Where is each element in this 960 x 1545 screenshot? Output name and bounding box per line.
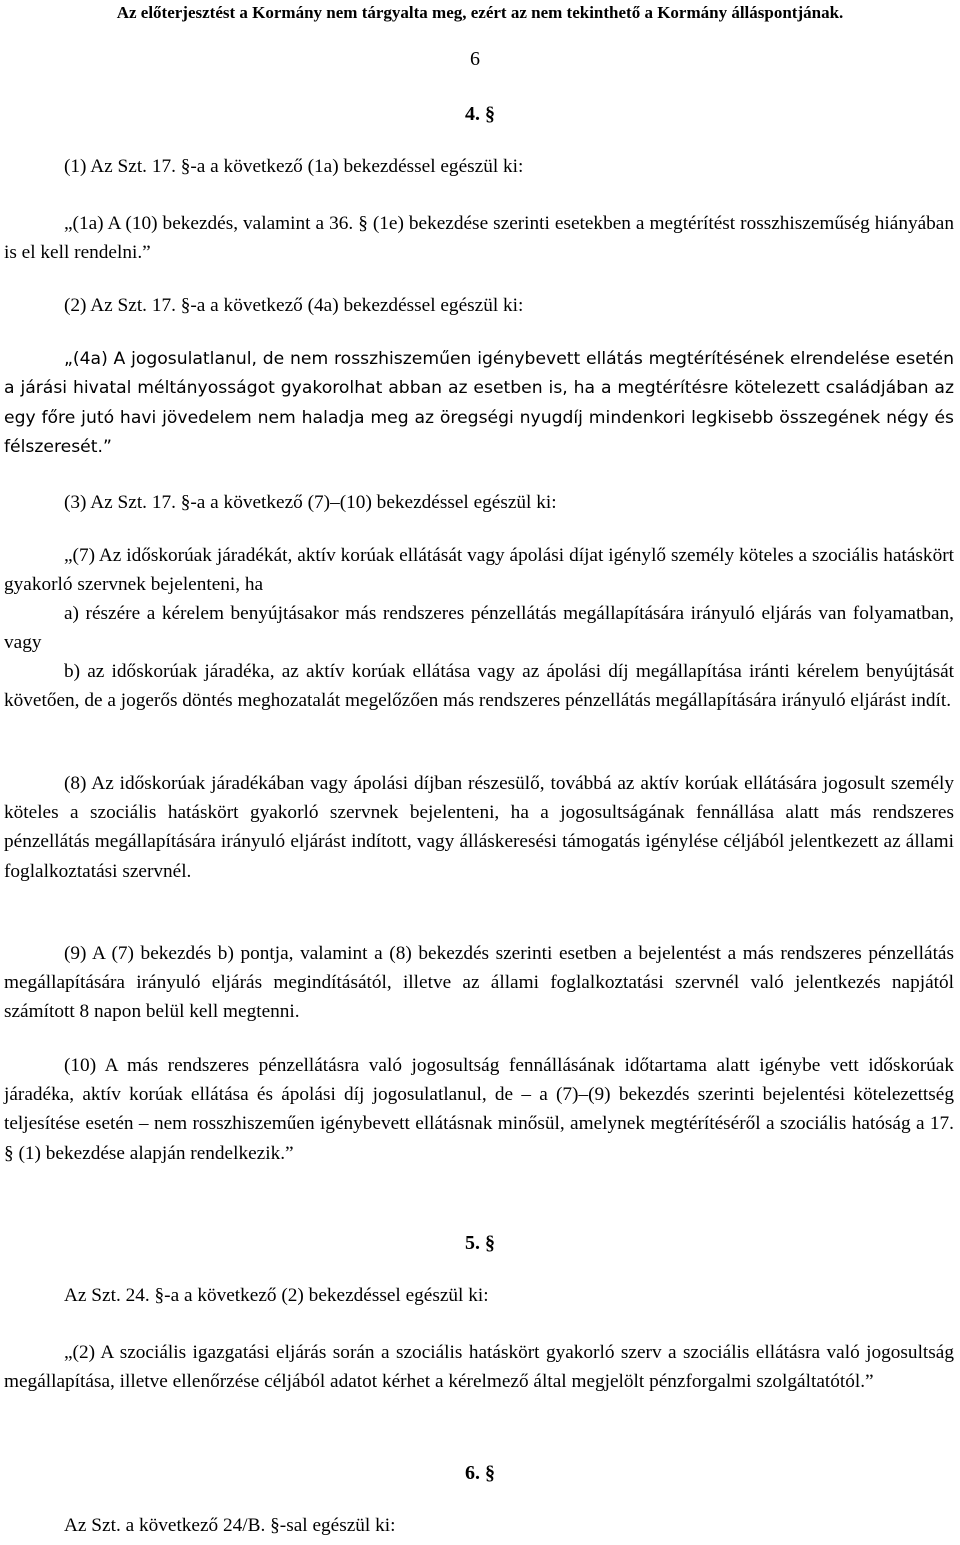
quote-4-1a: „(1a) A (10) bekezdés, valamint a 36. § (1e) bekezdése szerinti esetekben a megtérítést rosszhiszeműség hiányában is el kell rendelni.”: [4, 213, 954, 264]
quote-4-8: (8) Az időskorúak járadékában vagy ápolási díjban részesülő, továbbá az aktív korúak ellátására jogosult személy köteles a szociális hatáskört gyakorló szervnek bejelenteni, ha a jogosultságának fennállása alatt más rendszeres pénzellátás megállapítására irányuló eljárást indított, vagy álláskeresési támogatás igénylése céljából jelentkezett az állami foglalkoztatási szervnél.: [4, 773, 954, 882]
quote-4-7a: a) részére a kérelem benyújtásakor más rendszeres pénzellátás megállapítására irányuló eljárás van folyamatban, vagy: [4, 603, 954, 654]
page-number: 6: [470, 48, 480, 70]
quote-5-2: „(2) A szociális igazgatási eljárás során a szociális hatáskört gyakorló szerv a szociális ellátásra való jogosultság megállapítása, illetve ellenőrzése céljából adatot kérhet a kérelmező által megjelölt pénzforgalmi szolgáltatótól.”: [4, 1342, 954, 1393]
paragraph-4-3: (3) Az Szt. 17. §-a a következő (7)–(10) bekezdéssel egészül ki:: [64, 492, 557, 513]
paragraph-6-1: Az Szt. a következő 24/B. §-sal egészül ki:: [64, 1515, 396, 1536]
quote-4-7: „(7) Az időskorúak járadékát, aktív korúak ellátását vagy ápolási díjat igénylő személy köteles a szociális hatáskört gyakorló szervnek bejelenteni, ha: [4, 545, 954, 596]
quote-4-9: (9) A (7) bekezdés b) pontja, valamint a (8) bekezdés szerinti esetben a bejelentést a más rendszeres pénzellátás megállapítására irányuló eljárás megindításától, illetve az állami foglalkoztatási szervnél való jelentkezés napjától számított 8 napon belül kell megtenni.: [4, 943, 954, 1023]
paragraph-4-2: (2) Az Szt. 17. §-a a következő (4a) bekezdéssel egészül ki:: [64, 295, 524, 316]
section-5-title: 5. §: [465, 1232, 495, 1254]
paragraph-4-1: (1) Az Szt. 17. §-a a következő (1a) bekezdéssel egészül ki:: [64, 156, 524, 177]
quote-4-10: (10) A más rendszeres pénzellátásra való jogosultság fennállásának időtartama alatt igénybe vett időskorúak járadéka, aktív korúak ellátása és ápolási díj jogosulatlanul, de – a (7)–(9) bekezdés szerinti bejelentési kötelezettség teljesítése esetén – nem rosszhiszeműen igénybevett ellátásnak minősül, amelynek megtérítéséről a szociális hatóság a 17. § (1) bekezdése alapján rendelkezik.”: [4, 1055, 954, 1164]
quote-4-7b: b) az időskorúak járadéka, az aktív korúak ellátása vagy az ápolási díj megállapítása iránti kérelem benyújtását követően, de a jogerős döntés meghozatalát megelőzően más rendszeres pénzellátás megállapítására irányuló eljárást indít.: [4, 661, 954, 712]
paragraph-5-1: Az Szt. 24. §-a a következő (2) bekezdéssel egészül ki:: [64, 1285, 489, 1306]
section-4-title: 4. §: [465, 103, 495, 125]
section-6-title: 6. §: [465, 1462, 495, 1484]
quote-4-4a: „(4a) A jogosulatlanul, de nem rosszhiszeműen igénybevett ellátás megtérítésének elrendelése esetén a járási hivatal méltányosságot gyakorolhat abban az esetben is, ha a megtérítésre kötelezett családjában az egy főre jutó havi jövedelem nem haladja meg az öregségi nyugdíj mindenkori legkisebb összegének négy és félszeresét.”: [4, 349, 954, 457]
disclaimer-header: Az előterjesztést a Kormány nem tárgyalta meg, ezért az nem tekinthető a Kormány álláspontjának.: [116, 3, 844, 22]
